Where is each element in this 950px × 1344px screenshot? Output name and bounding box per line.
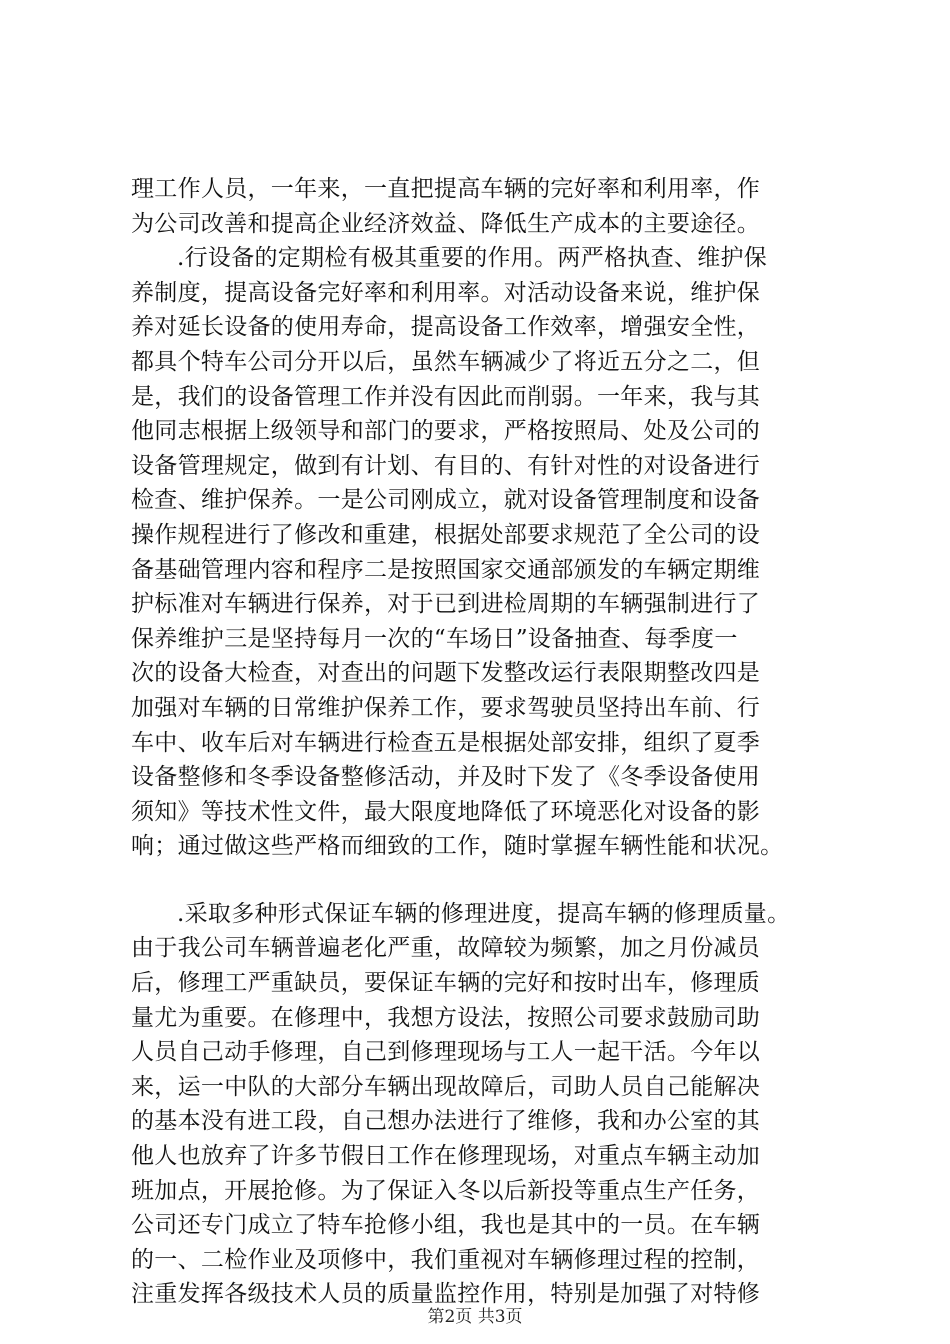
- text-line: 公司还专门成立了特车抢修小组，我也是其中的一员。在车辆: [131, 1212, 761, 1239]
- text-line: 来，运一中队的大部分车辆出现故障后，司助人员自己能解决: [131, 1073, 761, 1100]
- text-line: 后，修理工严重缺员，要保证车辆的完好和按时出车，修理质: [131, 970, 761, 997]
- text-line: .采取多种形式保证车辆的修理进度，提高车辆的修理质量。: [177, 900, 791, 927]
- text-line: 养对延长设备的使用寿命，提高设备工作效率，增强安全性，: [131, 314, 761, 341]
- text-line: 班加点，开展抢修。为了保证入冬以后新投等重点生产任务，: [131, 1177, 761, 1204]
- text-line: 设备整修和冬季设备整修活动，并及时下发了《冬季设备使用: [131, 764, 761, 791]
- text-line: 理工作人员，一年来，一直把提高车辆的完好率和利用率，作: [131, 176, 761, 202]
- text-line: 量尤为重要。在修理中，我想方设法，按照公司要求鼓励司助: [131, 1004, 761, 1031]
- text-line: 都具个特车公司分开以后，虽然车辆减少了将近五分之二，但: [131, 348, 761, 375]
- text-line: 须知》等技术性文件，最大限度地降低了环境恶化对设备的影: [131, 798, 761, 825]
- text-line: 由于我公司车辆普遍老化严重，故障较为频繁，加之月份减员: [131, 935, 761, 962]
- text-line: 车中、收车后对车辆进行检查五是根据处部安排，组织了夏季: [131, 729, 761, 756]
- text-line: 备基础管理内容和程序二是按照国家交通部颁发的车辆定期维: [131, 556, 761, 583]
- text-line: 操作规程进行了修改和重建，根据处部要求规范了全公司的设: [131, 521, 761, 548]
- text-line: 检查、维护保养。一是公司刚成立，就对设备管理制度和设备: [131, 487, 761, 514]
- text-line: 护标准对车辆进行保养，对于已到进检周期的车辆强制进行了: [131, 591, 761, 618]
- text-line: 养制度，提高设备完好率和利用率。对活动设备来说，维护保: [131, 279, 761, 306]
- paragraph: [131, 241, 831, 864]
- text-line: 人员自己动手修理，自己到修理现场与工人一起干活。今年以: [131, 1039, 761, 1066]
- document-body: [131, 172, 831, 1312]
- page-footer: 第2页 共3页: [427, 1307, 523, 1327]
- text-line: 的基本没有进工段，自己想办法进行了维修，我和办公室的其: [131, 1108, 761, 1135]
- text-line: 加强对车辆的日常维护保养工作，要求驾驶员坚持出车前、行: [131, 694, 761, 721]
- text-line: 他同志根据上级领导和部门的要求，严格按照局、处及公司的: [131, 418, 761, 445]
- text-line: 响；通过做这些严格而细致的工作，随时掌握车辆性能和状况。: [131, 833, 784, 860]
- text-line: 是，我们的设备管理工作并没有因此而削弱。一年来，我与其: [131, 383, 761, 410]
- paragraph: [131, 897, 831, 1312]
- text-line: .行设备的定期检有极其重要的作用。两严格执查、维护保: [177, 245, 768, 272]
- text-line: 的一、二检作业及项修中，我们重视对车辆修理过程的控制，: [131, 1246, 761, 1273]
- text-line: 保养维护三是坚持每月一次的“车场日”设备抽查、每季度一: [131, 625, 738, 652]
- paragraph: [131, 172, 831, 241]
- text-line: 注重发挥各级技术人员的质量监控作用，特别是加强了对特修: [131, 1281, 761, 1308]
- text-line: 设备管理规定，做到有计划、有目的、有针对性的对设备进行: [131, 452, 761, 479]
- text-line: 为公司改善和提高企业经济效益、降低生产成本的主要途径。: [131, 210, 761, 237]
- paragraph-gap: [131, 864, 831, 897]
- text-line: 次的设备大检查，对查出的问题下发整改运行表限期整改四是: [131, 660, 761, 687]
- text-line: 他人也放弃了许多节假日工作在修理现场，对重点车辆主动加: [131, 1143, 761, 1170]
